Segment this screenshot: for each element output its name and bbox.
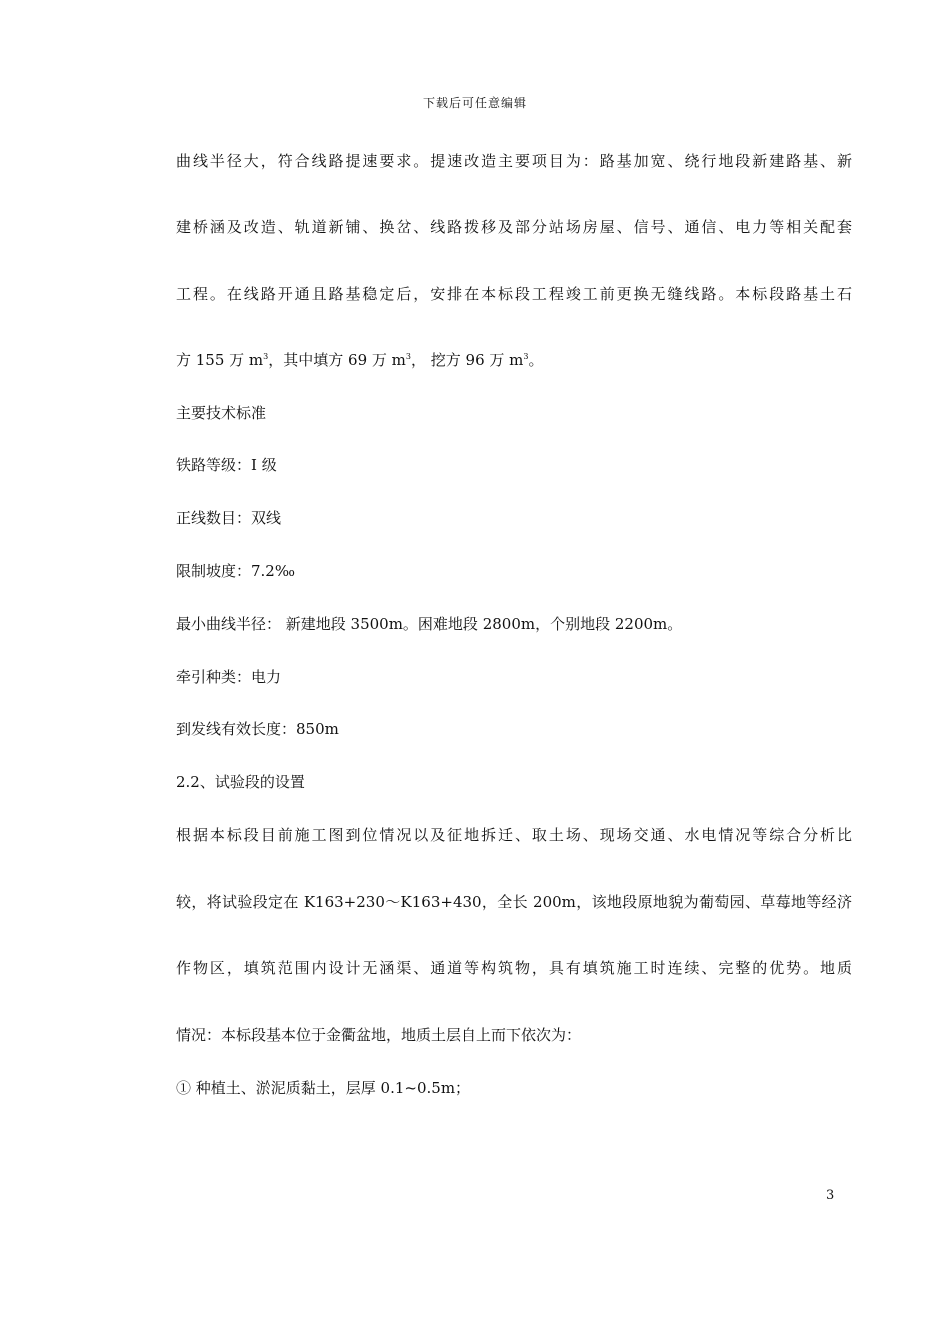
paragraph-line: 曲线半径大，符合线路提速要求。提速改造主要项目为：路基加宽、绕行地段新建路基、新 [176,152,852,170]
paragraph-line: 根据本标段目前施工图到位情况以及征地拆迁、取土场、现场交通、水电情况等综合分析比 [176,826,852,844]
tech-item-radius: 最小曲线半径： 新建地段 3500m。困难地段 2800m，个别地段 2200m。 [176,615,683,633]
page-header: 下载后可任意编辑 [422,96,527,110]
paragraph-line-quantities [176,350,543,370]
tech-item-traction: 牵引种类：电力 [176,668,282,686]
paragraph-line: 作物区，填筑范围内设计无涵渠、通道等构筑物，具有填筑施工时连续、完整的优势。地质 [176,959,852,977]
section-title: 2.2、试验段的设置 [176,773,305,791]
sentence-end: 。 [528,351,544,369]
tech-item-slope: 限制坡度：7.2‰ [176,562,295,580]
tech-item-lines: 正线数目：双线 [176,509,282,527]
tech-item-grade: 铁路等级：I 级 [176,456,277,474]
paragraph-line: 建桥涵及改造、轨道新铺、换岔、线路拨移及部分站场房屋、信号、通信、电力等相关配套 [176,218,852,236]
quantity-fill: ，其中填方 69 万 m [268,351,406,369]
tech-standards-title: 主要技术标准 [176,404,267,422]
list-item: ① 种植土、淤泥质黏土，层厚 0.1~0.5m； [176,1079,471,1097]
superscript: 3 [263,352,269,361]
tech-item-length: 到发线有效长度：850m [176,720,339,738]
superscript: 3 [405,352,411,361]
paragraph-line: 情况：本标段基本位于金衢盆地，地质土层自上而下依次为： [176,1026,582,1044]
superscript: 3 [523,352,529,361]
quantity-total: 方 155 万 m [176,351,264,369]
quantity-cut: ， 挖方 96 万 m [410,351,524,369]
paragraph-line: 较，将试验段定在 K163+230～K163+430，全长 200m，该地段原地貌为葡萄园、草莓地等经济 [176,893,852,911]
paragraph-line: 工程。在线路开通且路基稳定后，安排在本标段工程竣工前更换无缝线路。本标段路基土石 [176,285,852,303]
page-number: 3 [826,1188,835,1203]
